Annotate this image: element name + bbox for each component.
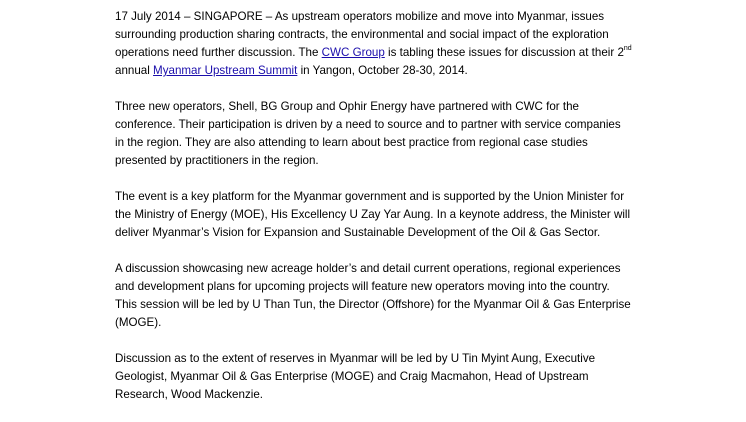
text-line: (MOGE). <box>115 316 162 329</box>
paragraph-government <box>115 188 715 242</box>
text-line: Three new operators, Shell, BG Group and Ophir Energy have partnered with CWC for the <box>115 100 579 113</box>
cwc-group-link[interactable]: CWC Group <box>321 46 385 59</box>
text-segment: in Yangon, October 28-30, 2014. <box>297 64 468 77</box>
text-line: deliver Myanmar’s Vision for Expansion and Sustainable Development of the Oil & Gas Sector. <box>115 226 601 239</box>
text-line: the Ministry of Energy (MOE), His Excellency U Zay Yar Aung. In a keynote address, the Minister will <box>115 208 631 221</box>
text-line: Research, Wood Mackenzie. <box>115 388 263 401</box>
text-line-with-link <box>115 62 715 80</box>
text-segment: is tabling these issues for discussion at their 2 <box>384 46 624 59</box>
text-line: surrounding production sharing contracts, the environmental and social impact of the exploration <box>115 28 609 41</box>
text-segment: operations need further discussion. The <box>115 46 322 59</box>
paragraph-intro <box>115 8 715 80</box>
text-line-with-link <box>115 44 715 62</box>
text-line: 17 July 2014 – SINGAPORE – As upstream operators mobilize and move into Myanmar, issues <box>115 10 605 23</box>
text-segment: annual <box>115 64 154 77</box>
press-release-body <box>115 8 715 422</box>
text-line: conference. Their participation is driven by a need to source and to partner with service companies <box>115 118 621 131</box>
ordinal-suffix: nd <box>623 45 632 52</box>
text-line: presented by practitioners in the region. <box>115 154 319 167</box>
text-line: and development plans for upcoming projects will feature new operators moving into the country. <box>115 280 610 293</box>
paragraph-reserves <box>115 350 715 404</box>
text-line: This session will be led by U Than Tun, the Director (Offshore) for the Myanmar Oil & Gas Enterprise <box>115 298 631 311</box>
text-line: in the region. They are also attending to learn about best practice from regional case studies <box>115 136 588 149</box>
text-line: A discussion showcasing new acreage holder’s and detail current operations, regional experiences <box>115 262 621 275</box>
myanmar-upstream-summit-link[interactable]: Myanmar Upstream Summit <box>153 64 298 77</box>
paragraph-operators <box>115 98 715 170</box>
text-line: Discussion as to the extent of reserves in Myanmar will be led by U Tin Myint Aung, Executive <box>115 352 596 365</box>
text-line: The event is a key platform for the Myanmar government and is supported by the Union Minister for <box>115 190 625 203</box>
text-line: Geologist, Myanmar Oil & Gas Enterprise (MOGE) and Craig Macmahon, Head of Upstream <box>115 370 589 383</box>
paragraph-acreage <box>115 260 715 332</box>
